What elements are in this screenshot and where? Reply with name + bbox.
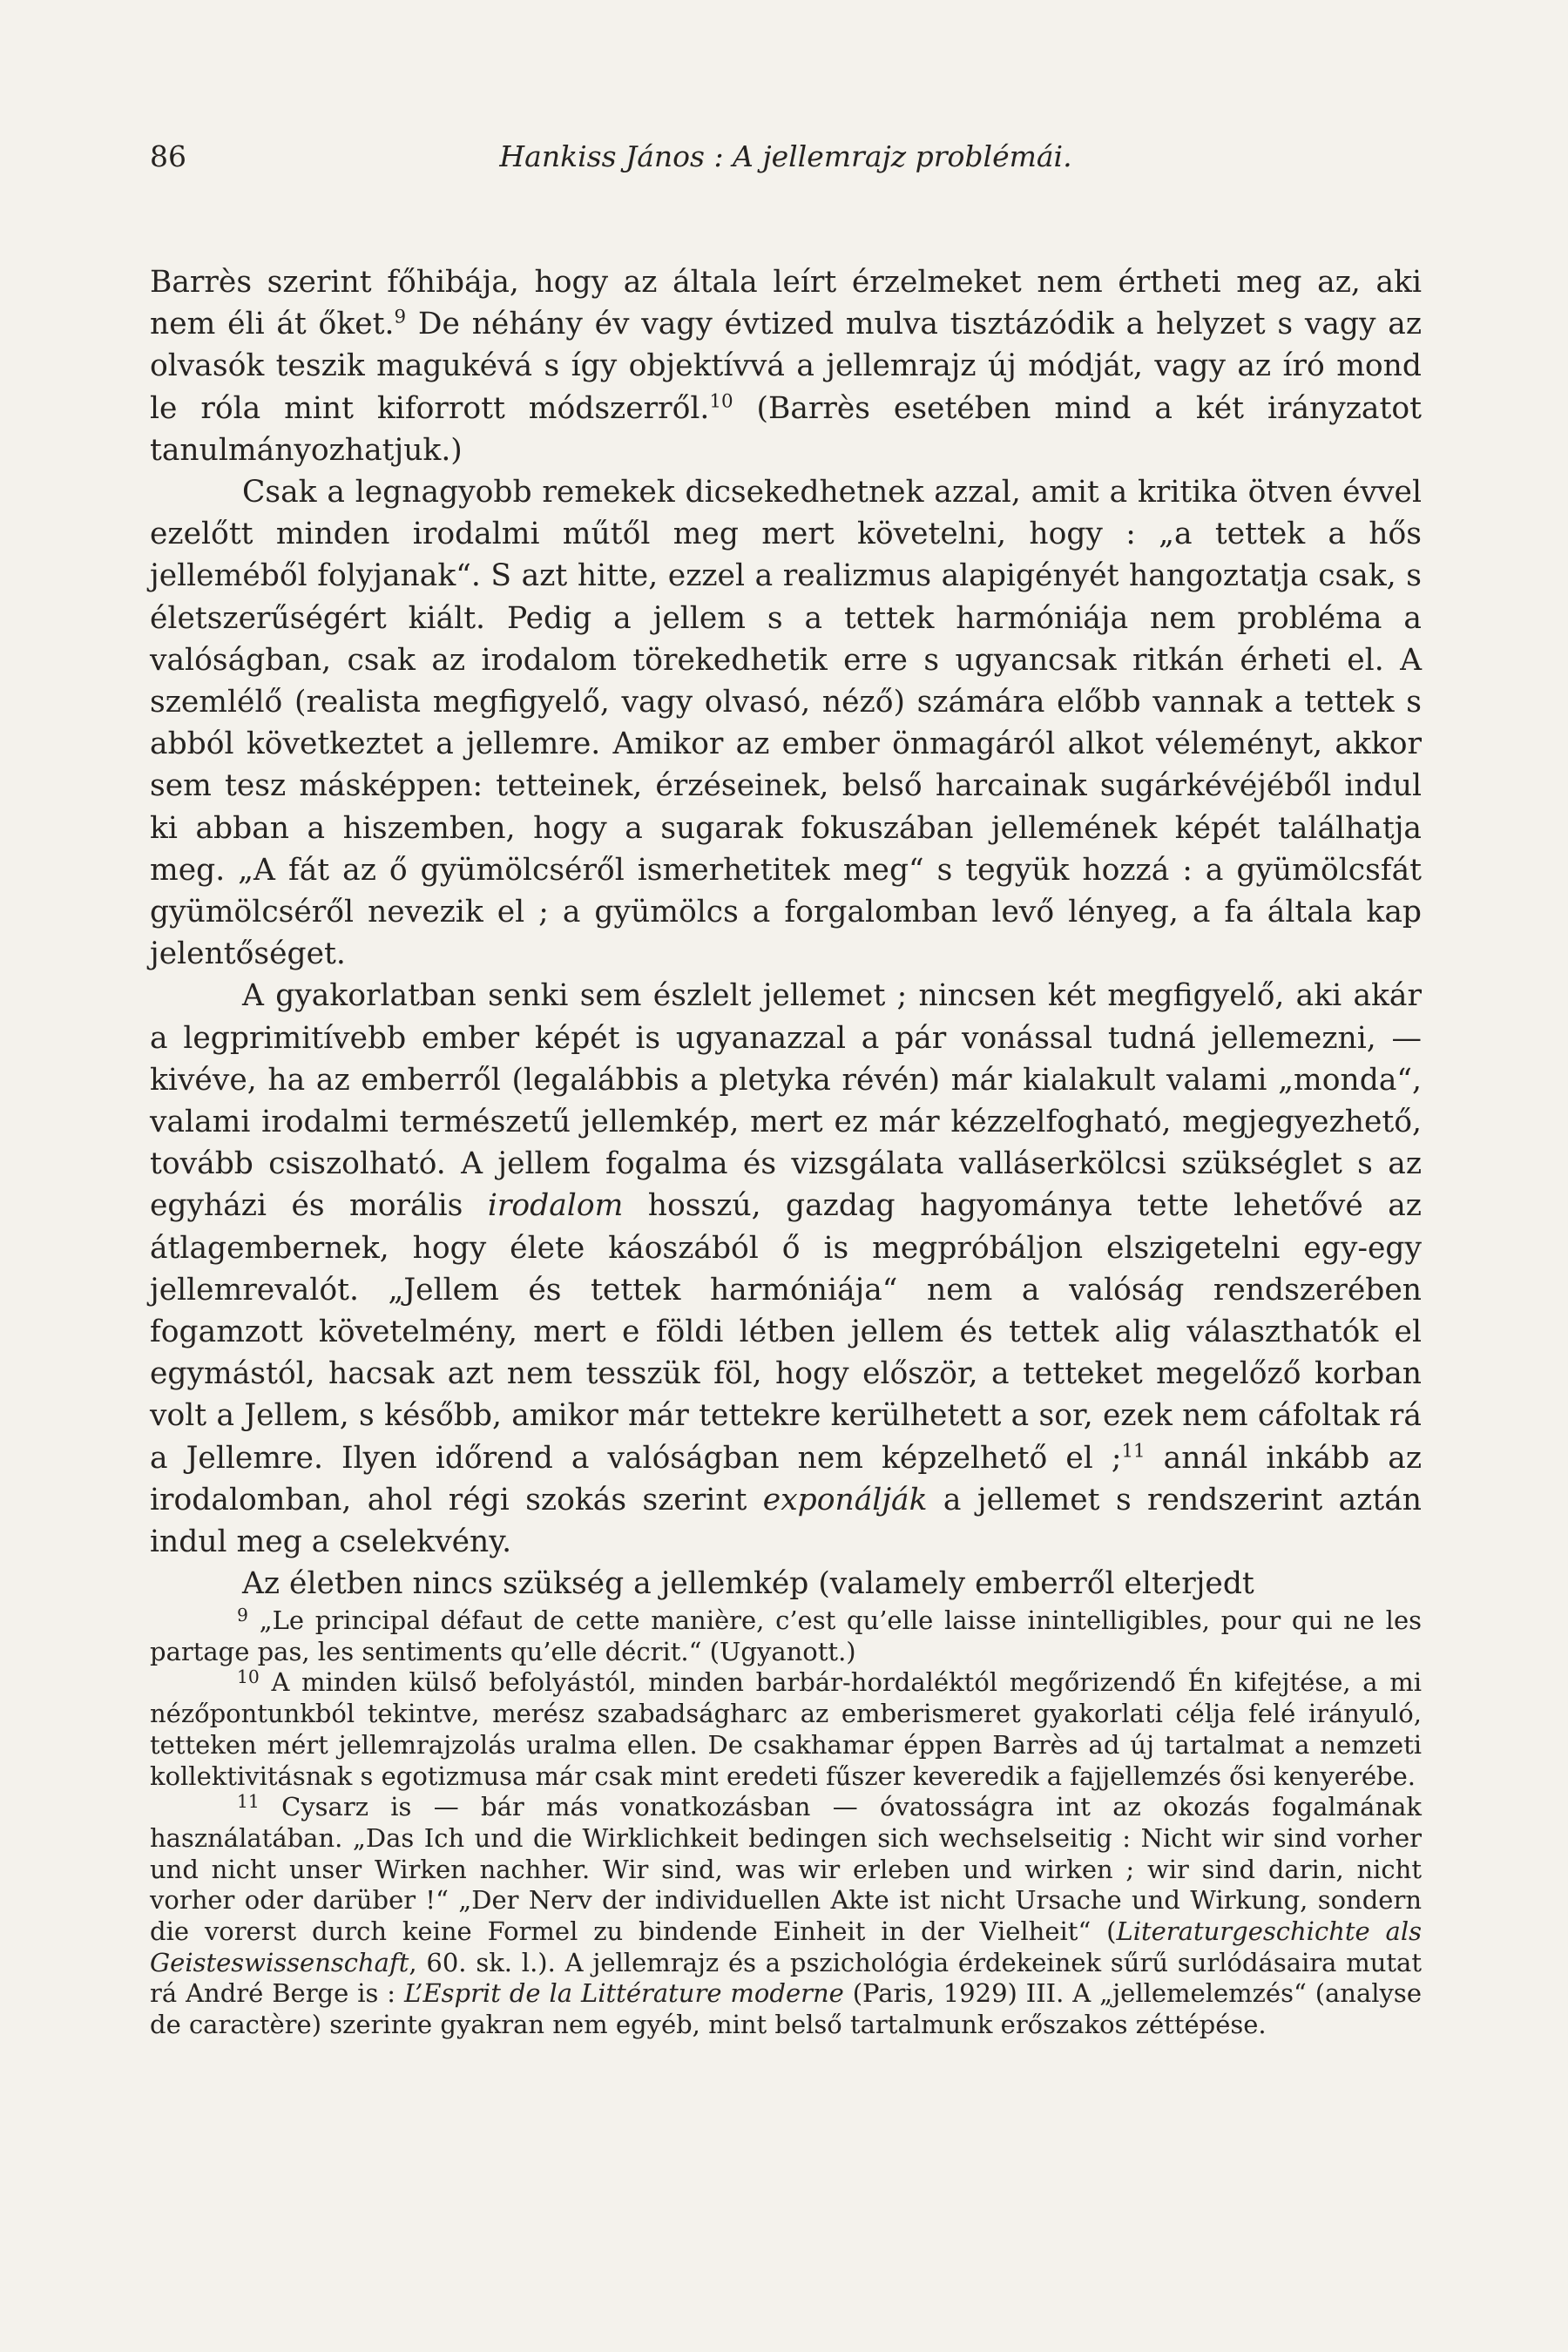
text-segment: annál inkább az irodalomban, ahol régi szokás szerint [150,1440,1422,1517]
footnote-text: (Paris, 1929) III. A „jellemelemzés“ (analyse de caractère) szerinte gyakran nem egyéb, mint belső tartalmunk erőszakos zéttépése. [150,1978,1422,2040]
paragraph-1 [150,261,1422,471]
footnote-11 [150,1792,1422,2041]
text-segment: (Barrès esetében mind a két irányzatot tanulmányozhatjuk.) [150,390,1422,468]
paragraph-3 [150,975,1422,1563]
italic-title: Literaturgeschichte als Geisteswissenschaft [150,1916,1422,1977]
footnote-text: „Le principal défaut de cette manière, c’est qu’elle laisse inintelligibles, pour qui ne les partage pas, les sentiments qu’elle décrit.“ (Ugyanott.) [150,1605,1422,1666]
text-segment: hosszú, gazdag hagyománya tette lehetővé az átlagembernek, hogy élete káoszából ő is megpróbáljon elszigetelni egy-egy jellemrevalót. „Jellem és tettek harmóniája“ nem a valóság rendszerében fogamzott követelmény, mert e földi létben jellem és tettek alig választhatók el egymástól, hacsak azt nem tesszük föl, hogy először, a tetteket megelőző korban volt a Jellem, s később, amikor már tettekre kerülhetett a sor, ezek nem cáfoltak rá a Jellemre. Ilyen időrend a valóságban nem képzelhető el ; [150,1188,1422,1476]
text-segment: De néhány év vagy évtized mulva tisztázódik a helyzet s vagy az olvasók teszik magukévá s így objektívvá a jellemrajz új módját, vagy az író mond le róla mint kiforrott módszerről. [150,307,1423,426]
footnote-ref-11: 11 [1121,1440,1146,1463]
footnote-9 [150,1605,1422,1667]
paragraph-4: Az életben nincs szükség a jellemkép (valamely emberről elterjedt [242,1566,1254,1602]
footnote-text: A minden külső befolyástól, minden barbár-hordaléktól megőrizendő Én kifejtése, a mi nézőpontunkból tekintve, merész szabadságharc az emberismeret gyakorlati célja felé irányuló, tetteken mért jellemrajzolás uralma ellen. De csakhamar éppen Barrès ad új tartalmat a nemzeti kollektivitásnak s egotizmusa már csak mint eredeti fűszer keveredik a fajjellemzés ősi kenyerébe. [150,1667,1422,1791]
footnote-number: 9 [237,1604,248,1625]
italic-term: exponálják [762,1482,928,1517]
text-segment: Barrès szerint főhibája, hogy az általa leírt érzelmeket nem értheti meg az, aki nem éli át őket. [150,265,1422,342]
text-segment: A gyakorlatban senki sem észlelt jellemet ; nincsen két megfigyelő, aki akár a legprimitívebb ember képét is ugyanazzal a pár vonással tudná jellemezni, — kivéve, ha az emberről (legalábbis a pletyka révén) már kialakult valami „monda“, valami irodalmi természetű jellemkép, mert ez már kézzelfogható, megjegyezhető, tovább csiszolható. A jellem fogalma és vizsgálata valláserkölcsi szükséglet s az egyházi és morális [150,978,1422,1224]
italic-title: L’Esprit de la Littérature moderne [403,1978,844,2009]
main-text [150,261,1422,1605]
footnote-text: Cysarz is — bár más vonatkozásban — óvatosságra int az okozás fogalmának használatában. „Das Ich und die Wirklichkeit bedingen sich wechselseitig : Nicht wir sind vorher und nicht unser Wirken nachher. Wir sind, was wir erleben und wirken ; wir sind darin, nicht vorher oder darüber !“ „Der Nerv der individuellen Akte ist nicht Ursache und Wirkung, sondern die vorerst durch keine Formel zu bindende Einheit in der Vielheit“ ( [150,1792,1422,1947]
italic-term: irodalom [487,1188,624,1224]
footnote-ref-9: 9 [394,306,407,328]
footnote-10 [150,1667,1422,1792]
footnotes [150,1605,1422,2041]
footnote-ref-10: 10 [709,390,733,413]
page-number: 86 [150,139,186,173]
page-header [150,139,1422,181]
footnote-number: 10 [237,1666,260,1688]
footnote-text: , 60. sk. l.). A jellemrajz és a pszichológia érdekeinek sűrű surlódásaira mutat rá André Berge is : [150,1947,1422,2009]
text-segment: a jellemet s rendszerint aztán indul meg a cselekvény. [150,1482,1422,1560]
footnote-number: 11 [237,1791,260,1813]
running-title: Hankiss János : A jellemrajz problémái. [499,139,1072,173]
paragraph-2: Csak a legnagyobb remekek dicsekedhetnek azzal, amit a kritika ötven évvel ezelőtt minden irodalmi műtől meg mert követelni, hogy : „a tettek a hős jelleméből folyjanak“. S azt hitte, ezzel a realizmus alapigényét hangoztatja csak, s életszerűségért kiált. Pedig a jellem s a tettek harmóniája nem probléma a valóságban, csak az irodalom törekedhetik erre s ugyancsak ritkán érheti el. A szemlélő (realista megfigyelő, vagy olvasó, néző) számára előbb vannak a tettek s abból következtet a jellemre. Amikor az ember önmagáról alkot véleményt, akkor sem tesz másképpen: tetteinek, érzéseinek, belső harcainak sugárkévéjéből indul ki abban a hiszemben, hogy a sugarak fokuszában jellemének képét találhatja meg. „A fát az ő gyümölcséről ismerhetitek meg“ s tegyük hozzá : a gyümölcsfát gyümölcséről nevezik el ; a gyümölcs a forgalomban levő lényeg, a fa általa kap jelentőséget. [150,475,1422,972]
